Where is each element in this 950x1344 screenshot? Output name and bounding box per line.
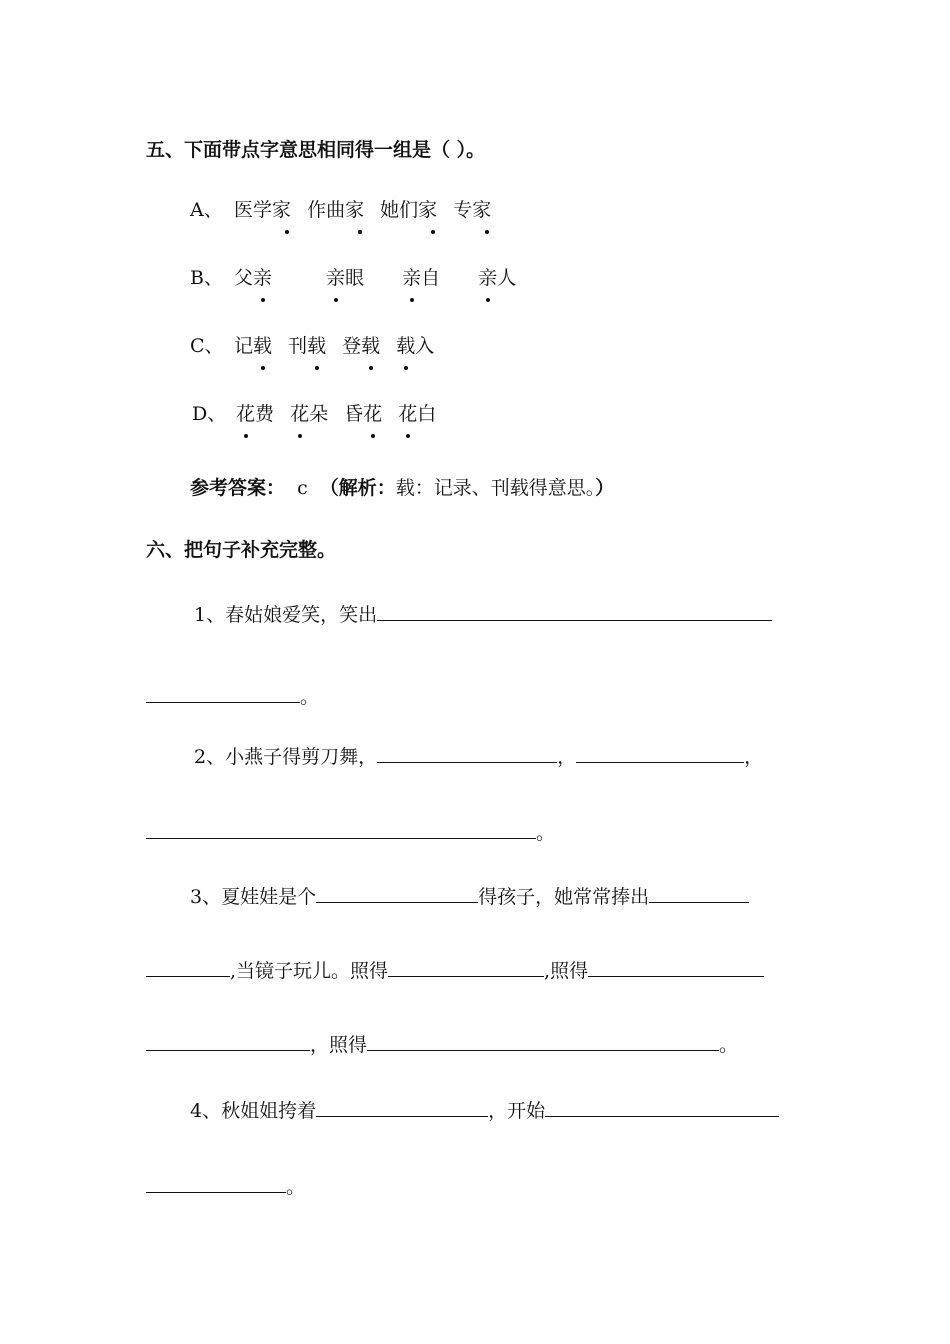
option-word: 花费 (236, 400, 274, 428)
option-label: A、 (190, 199, 223, 221)
fill-blank[interactable] (649, 882, 749, 903)
q6-sentence-2-cont (146, 818, 555, 847)
sentence-text: ，照得 (310, 1034, 368, 1056)
q5-option-b[interactable] (190, 264, 526, 292)
analysis-label: （解析： (319, 477, 396, 499)
sentence-text: 3、夏娃娃是个 (190, 886, 317, 908)
sentence-text: ， (744, 746, 764, 768)
fill-blank[interactable] (316, 882, 478, 903)
fill-blank[interactable] (146, 956, 230, 977)
fill-blank[interactable] (146, 1172, 286, 1193)
option-word: 登载 (342, 332, 380, 360)
fill-blank[interactable] (545, 1096, 779, 1117)
fill-blank[interactable] (146, 682, 300, 703)
sentence-text: ， (557, 746, 577, 768)
q5-option-c[interactable] (190, 332, 444, 360)
option-word: 作曲家 (307, 196, 364, 224)
option-word: 亲人 (478, 264, 516, 292)
fill-blank[interactable] (146, 1030, 310, 1051)
option-word: 她们家 (380, 196, 437, 224)
fill-blank[interactable] (576, 742, 744, 763)
option-word: 花白 (398, 400, 436, 428)
option-word: 载入 (396, 332, 434, 360)
analysis-close: ） (595, 477, 615, 499)
sentence-text: 得孩子，她常常捧出 (478, 886, 650, 908)
option-word: 刊载 (288, 332, 326, 360)
option-label: C、 (190, 335, 224, 357)
q6-sentence-4 (190, 1096, 779, 1125)
fill-blank[interactable] (377, 600, 772, 621)
option-word: 专家 (453, 196, 491, 224)
fill-blank[interactable] (367, 1030, 719, 1051)
option-word: 亲眼 (326, 264, 364, 292)
q5-option-a[interactable] (190, 196, 501, 224)
option-word: 昏花 (344, 400, 382, 428)
q6-sentence-1 (194, 600, 772, 629)
answer-label: 参考答案： (190, 477, 286, 499)
sentence-text: ,当镜子玩儿。照得 (230, 960, 389, 982)
option-word: 亲自 (402, 264, 440, 292)
fill-blank[interactable] (588, 956, 764, 977)
option-word: 父亲 (234, 264, 272, 292)
analysis-text: 载：记录、刊载得意思。 (395, 477, 596, 499)
sentence-text: ,照得 (544, 960, 589, 982)
sentence-text: 。 (719, 1034, 739, 1056)
q6-sentence-3-cont2 (146, 1030, 738, 1059)
option-word: 记载 (234, 332, 272, 360)
sentence-text: 。 (300, 686, 320, 708)
option-label: B、 (190, 267, 223, 289)
q6-sentence-2 (194, 742, 763, 771)
q6-sentence-1-cont (146, 682, 319, 711)
sentence-text: 2、小燕子得剪刀舞， (194, 746, 378, 768)
q6-title: 六、把句子补充完整。 (146, 539, 337, 561)
q6-sentence-4-cont (146, 1172, 305, 1201)
q5-option-d[interactable] (192, 400, 446, 428)
sentence-text: 4、秋姐姐挎着 (190, 1100, 317, 1122)
sentence-text: ，开始 (488, 1100, 546, 1122)
q6-sentence-3-cont (146, 956, 764, 985)
option-word: 医学家 (234, 196, 291, 224)
fill-blank[interactable] (377, 742, 557, 763)
fill-blank[interactable] (146, 818, 536, 839)
answer-value: c (297, 477, 308, 499)
fill-blank[interactable] (388, 956, 544, 977)
option-word: 花朵 (290, 400, 328, 428)
sentence-text: 。 (286, 1176, 306, 1198)
sentence-text: 1、春姑娘爱笑，笑出 (194, 604, 378, 626)
fill-blank[interactable] (316, 1096, 488, 1117)
q5-title: 五、下面带点字意思相同得一组是（ ）。 (146, 139, 486, 161)
q5-answer (190, 474, 614, 502)
option-label: D、 (192, 403, 227, 425)
sentence-text: 。 (536, 822, 556, 844)
q6-sentence-3 (190, 882, 749, 911)
